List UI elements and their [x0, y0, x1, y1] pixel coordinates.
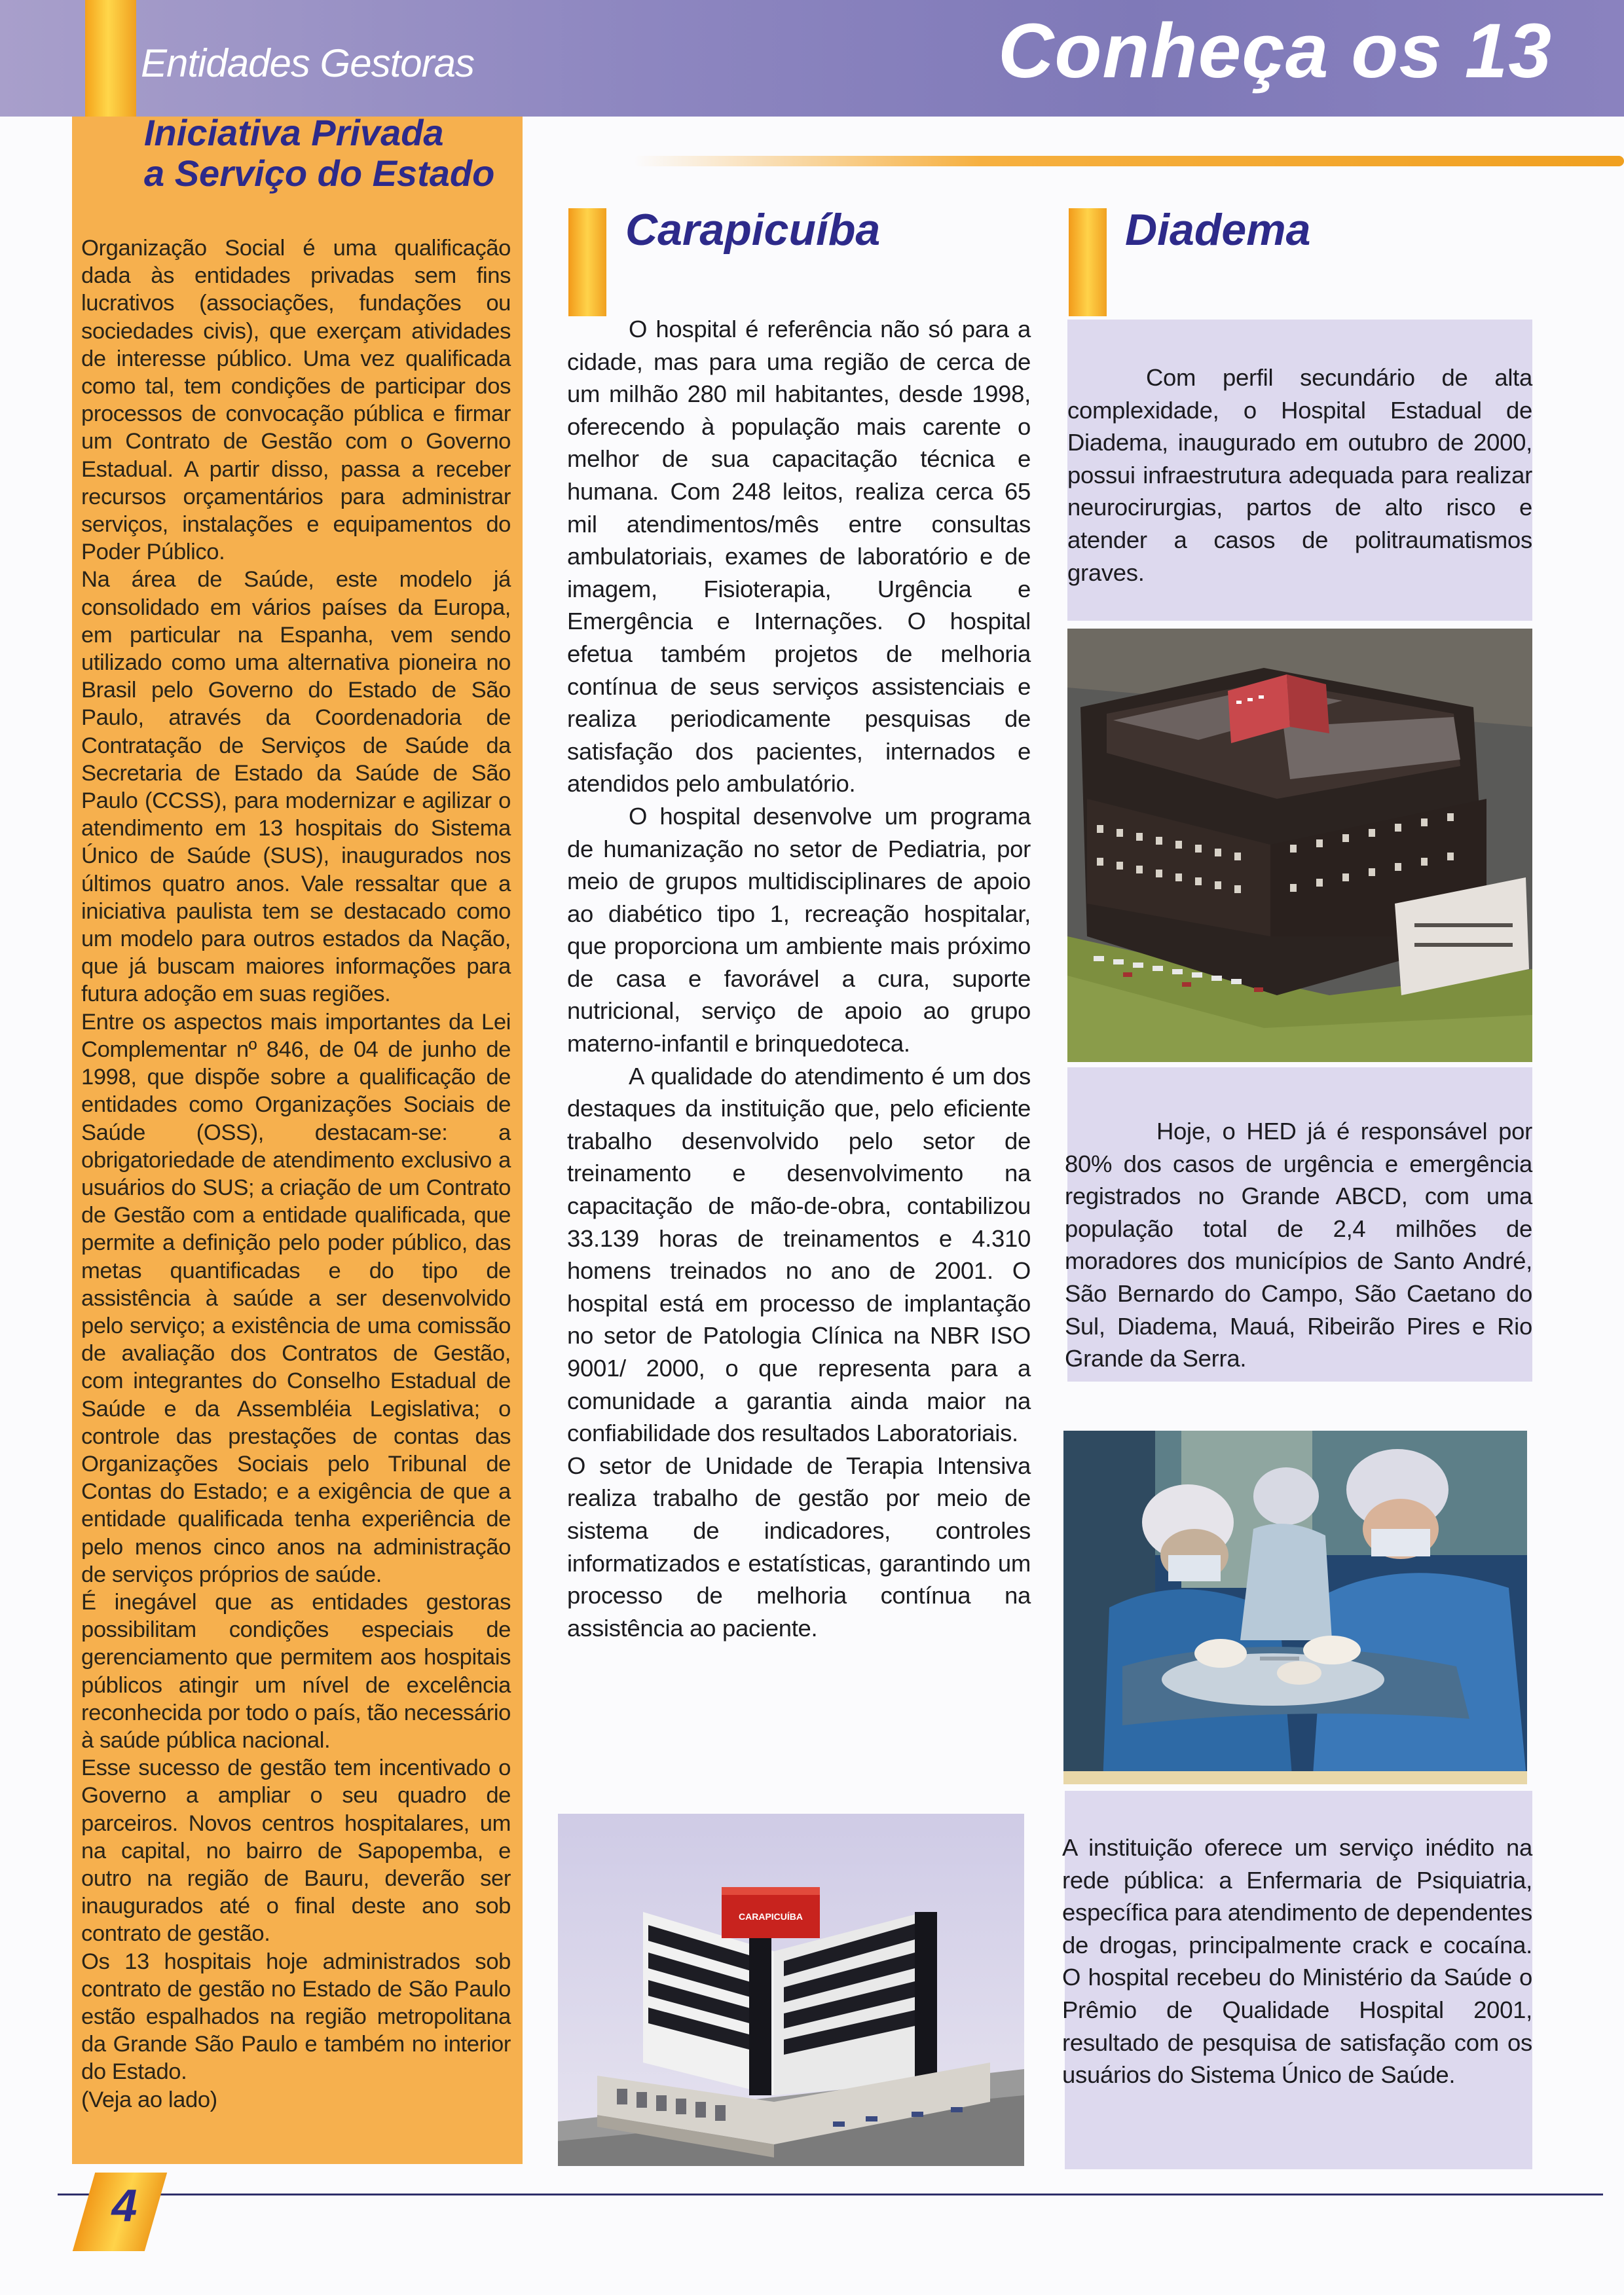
diadema-paragraph-3	[1062, 1831, 1532, 2091]
carapicuiba-body	[567, 313, 1031, 1644]
sidebar-body	[81, 234, 511, 2114]
section-label: Entidades Gestoras	[141, 41, 474, 85]
sidebar-paragraph: Esse sucesso de gestão tem incentivado o Governo a ampliar o seu quadro de parceiros. Novos centros hospitalares, um na capital, no bairro de Sapopemba, e outro na região de Bauru, deverão ser inaugurados até o final deste ano sob contrato de gestão.	[81, 1755, 511, 1947]
sidebar-paragraph: É inegável que as entidades gestoras possibilitam condições especiais de gerenciamento que permitem aos hospitais públicos atingir um nível de excelência reconhecida por todo o país, tão necessário à saúde pública nacional.	[81, 1589, 511, 1753]
diadema-paragraph-2	[1065, 1115, 1532, 1375]
sidebar-title-line2: a Serviço do Estado	[144, 153, 495, 194]
aerial-illustration	[1067, 629, 1532, 1062]
carapicuiba-hospital-photo	[558, 1814, 1024, 2166]
decorative-rule	[634, 156, 1624, 166]
building-sign: CARAPICUÍBA	[739, 1911, 803, 1922]
carapicuiba-paragraph: O hospital é referência não só para a cidade, mas para uma região de cerca de um milhão 280 mil habitantes, desde 1998, oferecendo à população mais carente o melhor de sua capacitação técnica e humana. Com 248 leitos, realiza cerca 65 mil atendimentos/mês entre consultas ambulatoriais, exames de laboratório e de imagem, Fisioterapia, Urgência e Emergência e Internações. O hospital efetua também projetos de melhoria contínua de seus serviços assistenciais e realiza periodicamente pesquisas de satisfação dos pacientes, internados e atendidos pelo ambulatório.	[567, 316, 1031, 798]
diadema-marker	[1069, 208, 1107, 316]
diadema-paragraph-1	[1067, 361, 1532, 589]
sidebar-paragraph: Na área de Saúde, este modelo já consolidado em vários países da Europa, em particular na Espanha, vem sendo utilizado como uma alternativa pioneira no Brasil pelo Governo do Estado de São Paulo, através da Coordenadoria de Contratação de Serviços de Saúde da Secretaria de Estado da Saúde de São Paulo (CCSS), para modernizar e agilizar o atendimento em 13 hospitais do Sistema Único de Saúde (SUS), inaugurados nos últimos quatro anos. Vale ressaltar que a iniciativa paulista tem se destacado como um modelo para outros estados da Nação, que já buscam maiores informações para futura adoção em suas regiões.	[81, 567, 511, 1007]
sidebar-see-beside: (Veja ao lado)	[81, 2087, 217, 2112]
diadema-title: Diadema	[1125, 205, 1311, 255]
building-illustration	[558, 1814, 1024, 2166]
footer-rule	[58, 2194, 1603, 2195]
sidebar-paragraph: Os 13 hospitais hoje administrados sob contrato de gestão no Estado de São Paulo estão espalhados na região metropolitana da Grande São Paulo e também no interior do Estado.	[81, 1949, 511, 2085]
diadema-hospital-photo	[1067, 629, 1532, 1062]
diadema-text: Com perfil secundário de alta complexidade, o Hospital Estadual de Diadema, inaugurado em outubro de 2000, possui infraestrutura adequada para realizar neurocirurgias, partos de alto risco e atender a casos de politraumatismos graves.	[1067, 364, 1532, 586]
carapicuiba-paragraph: O setor de Unidade de Terapia Intensiva realiza trabalho de gestão por meio de sistema de indicadores, controles informatizados e estatísticas, garantindo um processo de melhoria contínua na assistência ao paciente.	[567, 1452, 1031, 1642]
sidebar-paragraph: Organização Social é uma qualificação dada às entidades privadas sem fins lucrativos (associações, fundações ou sociedades civis), que exerçam atividades de interesse público. Uma vez qualificada como tal, tem condições de participar dos processos de convocação pública e firmar um Contrato de Gestão com o Governo Estadual. A partir disso, passa a receber recursos orçamentários para administrar serviços, instalações e equipamentos do Poder Público.	[81, 236, 511, 565]
carapicuiba-paragraph: A qualidade do atendimento é um dos destaques da instituição que, pelo eficiente trabalho desenvolvido pelo setor de treinamento e desenvolvimento na capacitação de mão-de-obra, contabilizou 33.139 horas de treinamentos e 4.310 homens treinados no ano de 2001. O hospital está em processo de implantação no setor de Patologia Clínica na NBR ISO 9001/ 2000, o que representa para a comunidade a garantia ainda maior na confiabilidade dos resultados Laboratoriais.	[567, 1062, 1031, 1447]
sidebar-title	[144, 113, 524, 194]
page-title: Conheça os 13	[998, 8, 1552, 94]
surgery-illustration	[1063, 1431, 1527, 1784]
page-number: 4	[111, 2180, 138, 2231]
diadema-text: A instituição oferece um serviço inédito na rede pública: a Enfermaria de Psiquiatria, específica para atendimento de dependentes de drogas, principalmente crack e cocaína. O hospital recebeu do Ministério da Saúde o Prêmio de Qualidade Hospital 2001, resultado de pesquisa de satisfação com os usuários do Sistema Único de Saúde.	[1062, 1834, 1532, 2089]
carapicuiba-paragraph: O hospital desenvolve um programa de humanização no setor de Pediatria, por meio de grupos multidisciplinares de apoio ao diabético tipo 1, recreação hospitalar, que proporciona um ambiente mais próximo de casa e favorável a cura, suporte nutricional, serviço de apoio ao grupo materno-infantil e brinquedoteca.	[567, 802, 1031, 1057]
sidebar-title-line1: Iniciativa Privada	[144, 112, 444, 153]
carapicuiba-title: Carapicuíba	[625, 205, 881, 255]
surgery-photo	[1063, 1431, 1527, 1784]
carapicuiba-marker	[568, 208, 606, 316]
sidebar-paragraph: Entre os aspectos mais importantes da Lei Complementar nº 846, de 04 de junho de 1998, que dispõe sobre a qualificação de entidades como Organizações Sociais de Saúde (OSS), destacam-se: a obrigatoriedade de atendimento exclusivo a usuários do SUS; a criação de um Contrato de Gestão com a entidade qualificada, que permite a definição pelo poder público, das metas quantificadas e do tipo de assistência à saúde a ser desenvolvido pelo serviço; a existência de uma comissão de avaliação dos Contratos de Gestão, com integrantes do Conselho Estadual de Saúde e da Assembléia Legislativa; o controle das prestações de contas das Organizações Sociais pelo Tribunal de Contas do Estado; e a exigência de que a entidade qualificada tenha experiência de pelo menos cinco anos na administração de serviços próprios de saúde.	[81, 1009, 511, 1587]
diadema-text: Hoje, o HED já é responsável por 80% dos casos de urgência e emergência registrados no Grande ABCD, com uma população total de 2,4 milhões de moradores dos municípios de Santo André, São Bernardo do Campo, São Caetano do Sul, Diadema, Mauá, Ribeirão Pires e Rio Grande da Serra.	[1065, 1118, 1532, 1372]
